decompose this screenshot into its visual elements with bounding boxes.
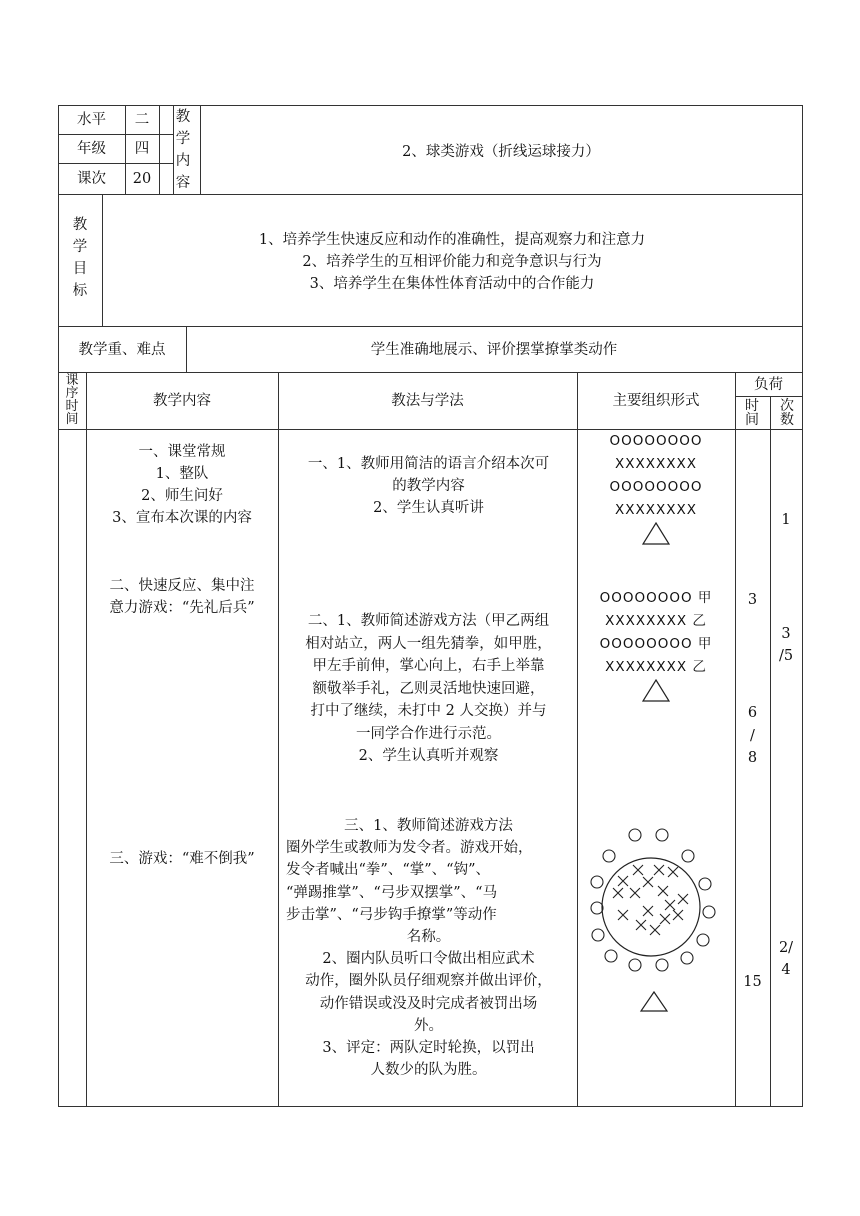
content-column-header: 教学内容 [153, 393, 211, 409]
row-1-reps: 1 [781, 512, 791, 528]
grade-value: 四 [134, 141, 150, 157]
lesson-value: 20 [132, 171, 152, 187]
row-1-method: 一、1、教师用简洁的语言介绍本次可 的教学内容 2、学生认真听讲 [307, 456, 550, 516]
row-2-formation: OOOOOOOO 甲 XXXXXXXX 乙 OOOOOOOO 甲 XXXXXXXX 乙 [599, 590, 713, 675]
content-label: 教 学 内 容 [175, 109, 191, 191]
row-2-reps: 3 /5 [778, 626, 794, 664]
lesson-label: 课次 [77, 171, 106, 187]
organization-column-header: 主要组织形式 [612, 393, 700, 409]
key-points-text: 学生准确地展示、评价摆掌撩掌类动作 [370, 342, 618, 358]
goal-item: 2、培养学生的互相评价能力和竞争意识与行为 [302, 254, 602, 270]
grade-label: 年级 [77, 141, 106, 157]
level-value: 二 [134, 112, 150, 128]
reps-column-header: 次 数 [780, 398, 794, 428]
inner-circle-boundary [602, 858, 700, 956]
lesson-content-text: 2、球类游戏（折线运球接力） [402, 144, 600, 160]
row-2-time-b: 6 / 8 [747, 705, 758, 766]
goal-item: 3、培养学生在集体性体育活动中的合作能力 [309, 276, 595, 292]
row-3-reps: 2/ 4 [778, 940, 794, 978]
method-column-header: 教法与学法 [391, 393, 464, 409]
sequence-time-header: 课 序 时 间 [65, 373, 79, 427]
teacher-triangle-icon [641, 992, 667, 1011]
level-label: 水平 [77, 112, 106, 128]
goals-list [102, 229, 802, 295]
row-1-content: 一、课堂常规 1、整队 2、师生问好 3、宣布本次课的内容 [112, 444, 252, 526]
outer-circle-players [591, 829, 715, 971]
row-2-time-a: 3 [747, 592, 758, 608]
circle-formation-diagram [588, 822, 728, 1022]
row-2-method: 二、1、教师简述游戏方法（甲乙两组 相对站立，两人一组先猜拳，如甲胜， 甲左手前伸，掌心向上，右手上举靠 额敬举手礼，乙则灵活地快速回避， 打中了继续，未打中 2 人交换）并与 一同学合作进行示范。 2、学生认真听并观察 [305, 613, 552, 764]
row-3-time: 15 [743, 974, 762, 990]
goals-label: 教 学 目 标 [72, 217, 88, 299]
row-3-content: 三、游戏：“难不倒我” [109, 851, 255, 867]
row-1-formation: OOOOOOOO XXXXXXXX OOOOOOOO XXXXXXXX [609, 433, 703, 518]
load-column-header: 负荷 [754, 377, 783, 393]
key-points-label: 教学重、难点 [78, 342, 166, 358]
teacher-triangle-icon [641, 679, 671, 703]
goal-item: 1、培养学生快速反应和动作的准确性，提高观察力和注意力 [258, 232, 646, 248]
time-column-header: 时 间 [745, 398, 759, 428]
row-2-content: 二、快速反应、集中注 意力游戏：“先礼后兵” [109, 578, 255, 616]
row-3-method: 三、1、教师简述游戏方法 圈外学生或教师为发令者。游戏开始， 发令者喊出“拳”、“掌”、“钩”、 “弹踢推掌”、“弓步双摆掌”、“马 步击掌”、“弓步钩手撩掌”等动作 名称。 2、圈内队员听口令做出相应武术 动作，圈外队员仔细观察并做出评价， 动作错误或没及时完成者被罚出场 外。 3、评定：两队定时轮换，以罚出 人数少的队为胜。 [286, 818, 552, 1079]
teacher-triangle-icon [641, 522, 671, 546]
inner-circle-players [613, 865, 688, 935]
